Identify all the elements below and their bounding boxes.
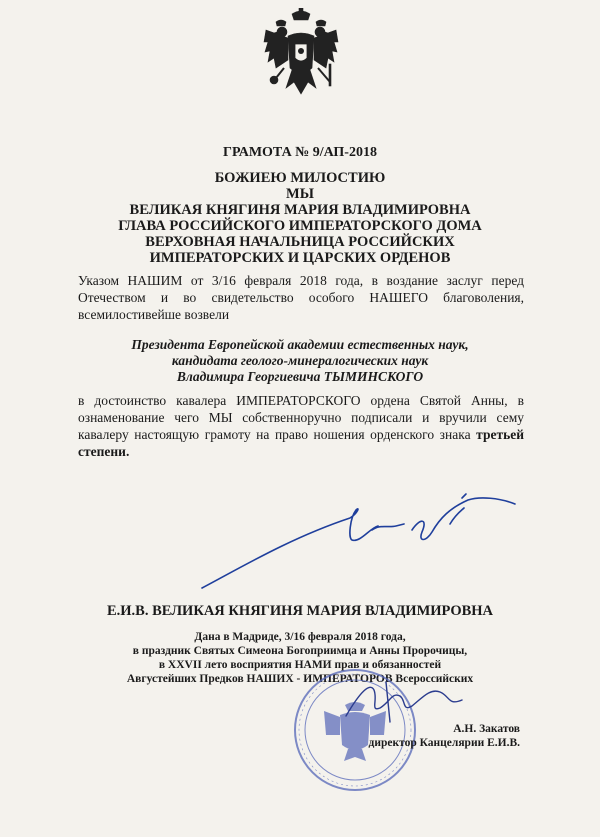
honoree-line: Президента Европейской академии естественных наук, (131, 337, 469, 352)
decree-paragraph: Указом НАШИМ от 3/16 февраля 2018 года, в воздание заслуг перед Отечеством и во свидетельство особого НАШЕГО благоволения, всемилостивейше возвели (78, 273, 524, 322)
chancellor-name: А.Н. Закатов (453, 723, 520, 735)
heading-line: БОЖИЕЮ МИЛОСТИЮ (214, 170, 386, 186)
date-line: Дана в Мадриде, 3/16 февраля 2018 года, (194, 631, 406, 643)
heading-line: ВЕЛИКАЯ КНЯГИНЯ МАРИЯ ВЛАДИМИРОВНА (129, 202, 471, 218)
date-line: Августейших Предков НАШИХ - ИМПЕРАТОРОВ Всероссийских (126, 673, 474, 685)
award-degree: третьей степени. (78, 427, 524, 459)
signer-name: Е.И.В. ВЕЛИКАЯ КНЯГИНЯ МАРИЯ ВЛАДИМИРОВНА (106, 603, 494, 619)
honoree-block (0, 337, 600, 385)
date-line: в XXVII лето восприятия НАМИ прав и обязанностей (158, 659, 442, 671)
double-headed-eagle-icon (262, 8, 340, 98)
title-heading (0, 170, 600, 266)
date-line: в праздник Святых Симеона Богоприимца и Анны Пророчицы, (132, 645, 468, 657)
award-text: в достоинство кавалера ИМПЕРАТОРСКОГО ордена Святой Анны, в ознаменование чего МЫ собственноручно подписали и вручили сему кавалеру настоящую грамоту на право ношения орденского знака (78, 393, 524, 442)
award-paragraph (78, 392, 524, 460)
honoree-line: кандидата геолого-минералогических наук (171, 353, 429, 368)
handwritten-signature (200, 488, 520, 598)
chancellor-title: директор Канцелярии Е.И.В. (368, 737, 520, 749)
chancellor-block (330, 722, 520, 750)
heading-line: ГЛАВА РОССИЙСКОГО ИМПЕРАТОРСКОГО ДОМА (118, 218, 482, 234)
heading-line: ИМПЕРАТОРСКИХ И ЦАРСКИХ ОРДЕНОВ (149, 250, 451, 266)
document-title: ГРАМОТА № 9/АП-2018 (223, 145, 377, 160)
heading-line: ВЕРХОВНАЯ НАЧАЛЬНИЦА РОССИЙСКИХ (145, 234, 455, 250)
honoree-name: Владимира Георгиевича ТЫМИНСКОГО (176, 369, 424, 384)
heading-line: МЫ (286, 186, 314, 202)
